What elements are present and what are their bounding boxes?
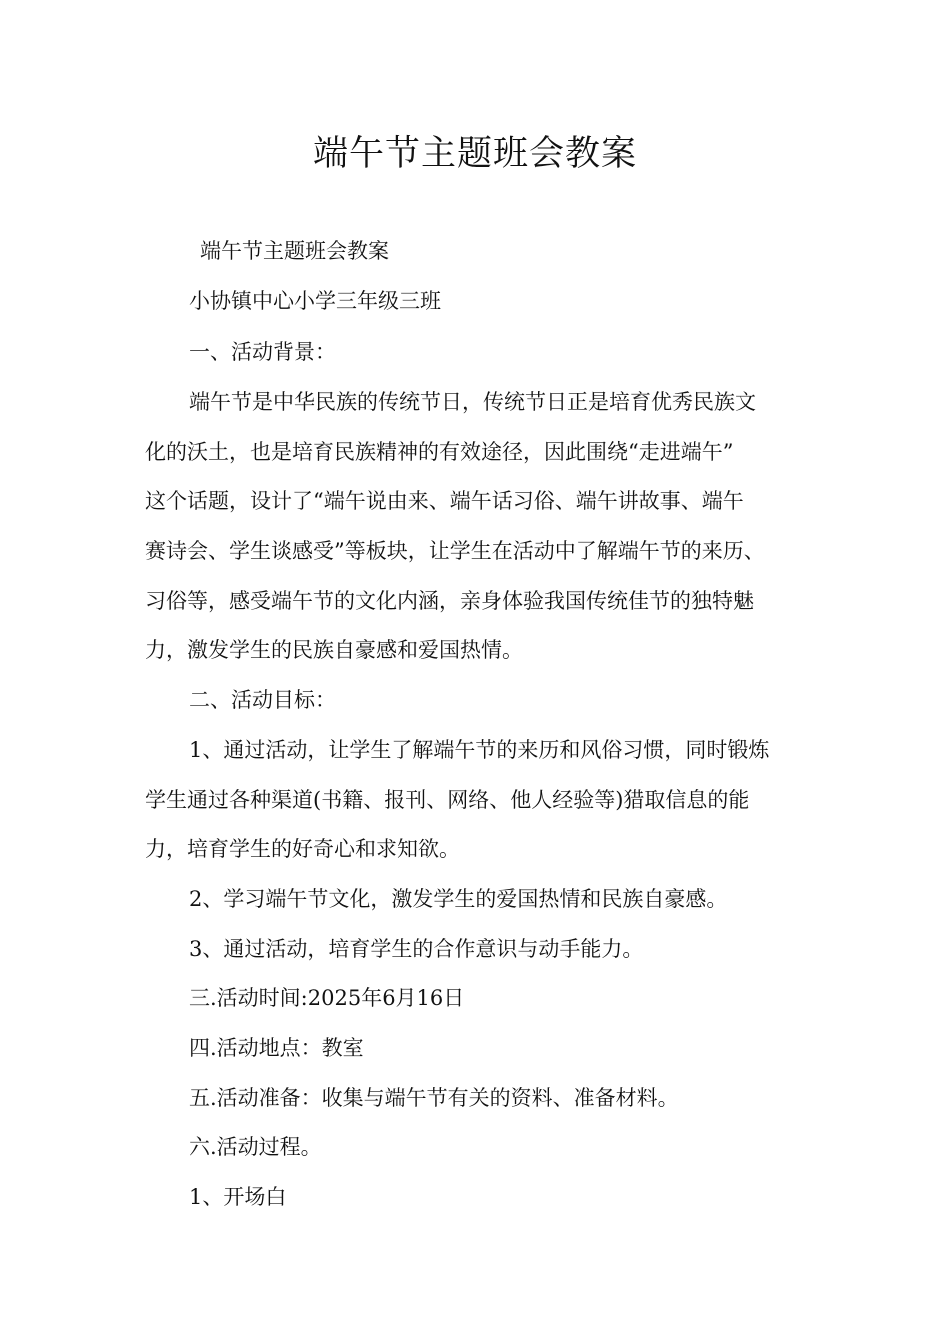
activity-preparation-line: 五.活动准备：收集与端午节有关的资料、准备材料。: [189, 1086, 679, 1110]
activity-location-line: 四.活动地点：教室: [189, 1036, 364, 1060]
goal-item-line: 3、通过活动，培育学生的合作意识与动手能力。: [189, 937, 644, 961]
paragraph-line: 端午节是中华民族的传统节日，传统节日正是培育优秀民族文: [189, 390, 756, 414]
goal-item-line: 力，培育学生的好奇心和求知欲。: [145, 837, 460, 861]
section-heading-goals: 二、活动目标：: [189, 688, 336, 712]
paragraph-line: 这个话题，设计了“端午说由来、端午话习俗、端午讲故事、端午: [145, 489, 744, 513]
paragraph-line: 习俗等，感受端午节的文化内涵，亲身体验我国传统佳节的独特魅: [145, 589, 754, 613]
document-title: 端午节主题班会教案: [312, 134, 637, 174]
activity-time-line: 三.活动时间:2025年6月16日: [189, 986, 465, 1010]
school-class-line: 小协镇中心小学三年级三班: [189, 289, 441, 313]
goal-item-line: 1、通过活动，让学生了解端午节的来历和风俗习惯，同时锻炼: [189, 738, 770, 762]
paragraph-line: 化的沃土，也是培育民族精神的有效途径，因此围绕“走进端午”: [145, 440, 734, 464]
subtitle-line: 端午节主题班会教案: [200, 239, 389, 263]
goal-item-line: 学生通过各种渠道(书籍、报刊、网络、他人经验等)猎取信息的能: [145, 788, 750, 812]
opening-line: 1、开场白: [189, 1185, 287, 1209]
section-heading-background: 一、活动背景：: [189, 340, 336, 364]
goal-item-line: 2、学习端午节文化，激发学生的爱国热情和民族自豪感。: [189, 887, 728, 911]
activity-process-line: 六.活动过程。: [189, 1135, 322, 1159]
paragraph-line: 赛诗会、学生谈感受”等板块，让学生在活动中了解端午节的来历、: [145, 539, 765, 563]
paragraph-line: 力，激发学生的民族自豪感和爱国热情。: [145, 638, 523, 662]
